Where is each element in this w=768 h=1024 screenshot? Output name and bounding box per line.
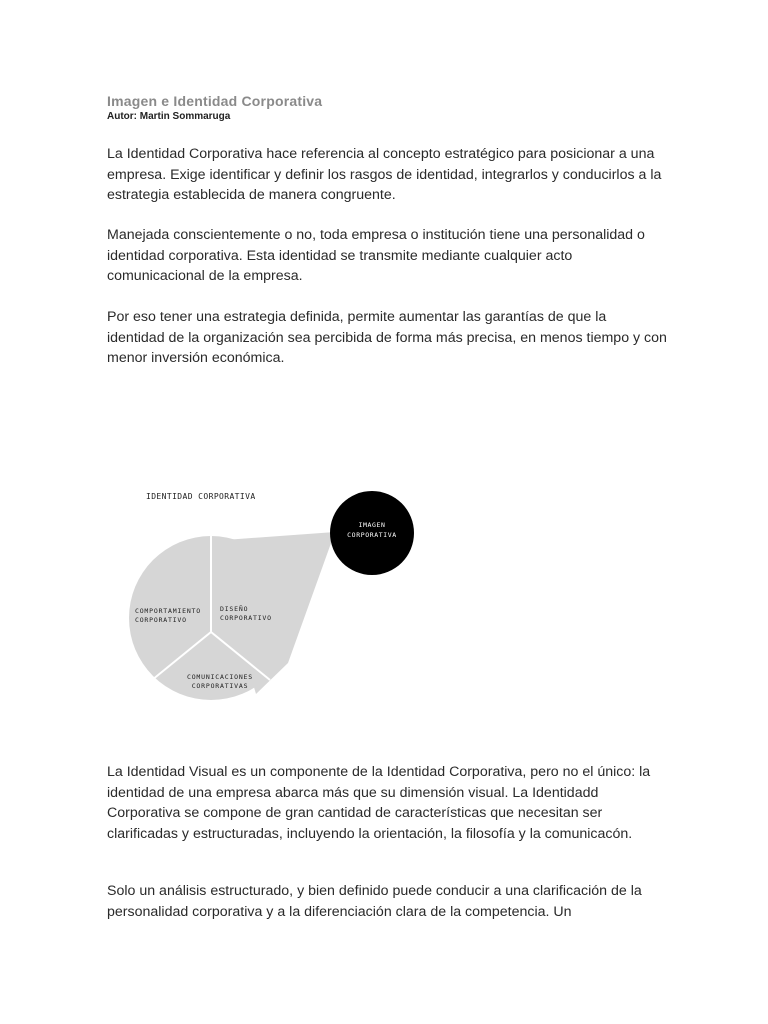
identity-diagram-svg (120, 480, 430, 720)
image-label-line1: IMAGEN (358, 521, 386, 529)
diagram-heading: IDENTIDAD CORPORATIVA (146, 492, 256, 501)
document-author: Autor: Martin Sommaruga (107, 111, 231, 122)
segment-communications-line1: COMUNICACIONES (187, 673, 253, 681)
image-label-line2: CORPORATIVA (347, 531, 397, 539)
paragraph: La Identidad Visual es un componente de la Identidad Corporativa, pero no el único: la identidad de una empresa abarca más que su dimensión visual. La Identidadd Corporativa se compone de gran cantidad de características que necesitan ser clarificadas y estructuradas, incluyendo la orientación, la filosofía y la comunicacón. (107, 764, 651, 842)
document-title: Imagen e Identidad Corporativa (107, 93, 323, 109)
segment-communications-line2: CORPORATIVAS (191, 682, 249, 690)
segment-behaviour-line2: CORPORATIVO (135, 616, 187, 624)
segment-design-line1: DISEÑO (220, 605, 249, 613)
paragraph: Manejada conscientemente o no, toda empresa o institución tiene una personalidad o identidad corporativa. Esta identidad se transmite mediante cualquier acto comunicacional de la empresa. (107, 227, 645, 284)
identity-diagram (120, 480, 430, 720)
paragraph: La Identidad Corporativa hace referencia al concepto estratégico para posicionar a una empresa. Exige identificar y definir los rasgos de identidad, integrarlos y conducirlos a la estrategia establecida de manera congruente. (107, 146, 662, 203)
segment-design-line2: CORPORATIVO (220, 614, 272, 622)
paragraph: Por eso tener una estrategia definida, permite aumentar las garantías de que la identidad de la organización sea percibida de forma más precisa, en menos tiempo y con menor inversión económica. (107, 309, 667, 366)
segment-behaviour-line1: COMPORTAMIENTO (135, 607, 201, 615)
paragraph: Solo un análisis estructurado, y bien definido puede conducir a una clarificación de la personalidad corporativa y a la diferenciación clara de la competencia. Un (107, 883, 642, 920)
